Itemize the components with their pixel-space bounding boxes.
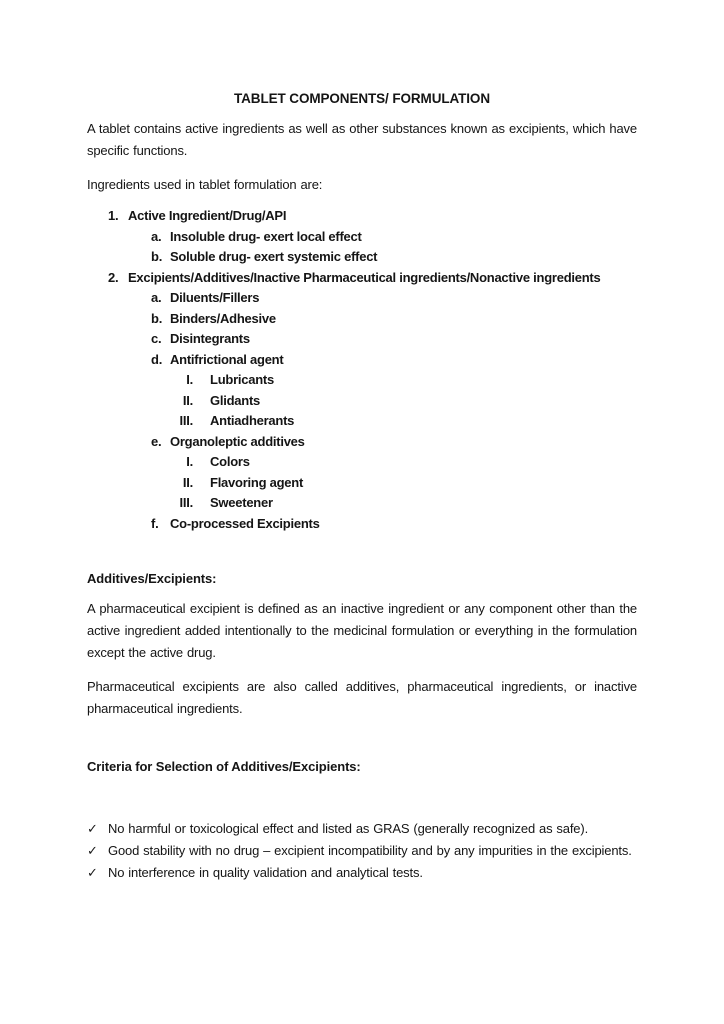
list-marker: I.	[186, 372, 193, 387]
outline-item-label: Sweetener	[210, 495, 273, 510]
outline-item-label: Co-processed Excipients	[170, 515, 320, 531]
outline-item	[87, 514, 637, 535]
list-marker: III.	[179, 413, 193, 428]
outline-item	[87, 493, 637, 514]
list-marker: e.	[151, 433, 162, 449]
outline-item-label: Excipients/Additives/Inactive Pharmaceutical ingredients/Nonactive ingredients	[128, 269, 601, 285]
checkmark-icon: ✓	[87, 821, 98, 836]
additives-section-heading: Additives/Excipients:	[87, 571, 217, 586]
outline-item	[87, 370, 637, 391]
list-marker: b.	[151, 249, 163, 264]
outline-item-label: Antifrictional agent	[170, 351, 284, 367]
page-title: TABLET COMPONENTS/ FORMULATION	[234, 91, 490, 106]
checklist-item	[87, 818, 637, 840]
outline-item-label: Diluents/Fillers	[170, 290, 260, 305]
outline-item-label: Lubricants	[210, 372, 274, 387]
outline-item-label: Soluble drug- exert systemic effect	[170, 249, 378, 264]
outline-item	[87, 329, 637, 350]
list-marker: II.	[182, 392, 193, 408]
list-marker: III.	[179, 495, 193, 510]
outline-item	[87, 206, 637, 227]
outline-item	[87, 247, 637, 268]
intro-paragraph: A tablet contains active ingredients as well as other substances known as excipients, which have specific functions.	[87, 121, 637, 158]
criteria-checklist	[87, 818, 637, 884]
list-marker: 2.	[108, 269, 119, 285]
list-marker: b.	[151, 310, 163, 326]
list-marker: f.	[151, 515, 159, 531]
list-intro-paragraph: Ingredients used in tablet formulation are:	[87, 177, 323, 192]
outline-item	[87, 391, 637, 412]
outline-item	[87, 452, 637, 473]
list-marker: 1.	[108, 208, 119, 223]
outline-item-label: Colors	[210, 454, 250, 469]
excipient-aliases-paragraph: Pharmaceutical excipients are also called additives, pharmaceutical ingredients, or inactive pharmaceutical ingredients.	[87, 679, 637, 716]
excipient-definition-paragraph: A pharmaceutical excipient is defined as an inactive ingredient or any component other than the active ingredient added intentionally to the medicinal formulation or everything in the formulation except the active drug.	[87, 601, 637, 660]
list-marker: a.	[151, 228, 162, 244]
outline-item	[87, 309, 637, 330]
checkmark-icon: ✓	[87, 843, 98, 858]
outline-item	[87, 227, 637, 248]
outline-item	[87, 411, 637, 432]
checklist-item	[87, 840, 637, 862]
ingredients-outline-list	[87, 206, 637, 534]
criteria-section-heading: Criteria for Selection of Additives/Excipients:	[87, 759, 361, 774]
list-marker: c.	[151, 331, 162, 346]
list-marker: a.	[151, 290, 162, 305]
list-marker: II.	[182, 474, 193, 490]
list-marker: d.	[151, 351, 163, 367]
checklist-item	[87, 862, 637, 884]
checklist-item-label: No harmful or toxicological effect and listed as GRAS (generally recognized as safe).	[108, 821, 589, 836]
outline-item	[87, 432, 637, 453]
checkmark-icon: ✓	[87, 865, 98, 880]
outline-item-label: Organoleptic additives	[170, 433, 305, 449]
outline-item-label: Glidants	[210, 392, 261, 408]
outline-item	[87, 473, 637, 494]
outline-item-label: Insoluble drug- exert local effect	[170, 228, 362, 244]
outline-item-label: Disintegrants	[170, 331, 250, 346]
outline-item	[87, 350, 637, 371]
outline-item-label: Flavoring agent	[210, 474, 304, 490]
outline-item	[87, 268, 637, 289]
outline-item-label: Active Ingredient/Drug/API	[128, 208, 287, 223]
checklist-item-label: Good stability with no drug – excipient incompatibility and by any impurities in the excipients.	[108, 843, 632, 858]
outline-item	[87, 288, 637, 309]
list-marker: I.	[186, 454, 193, 469]
checklist-item-label: No interference in quality validation and analytical tests.	[108, 865, 423, 880]
outline-item-label: Antiadherants	[210, 413, 295, 428]
outline-item-label: Binders/Adhesive	[170, 310, 276, 326]
